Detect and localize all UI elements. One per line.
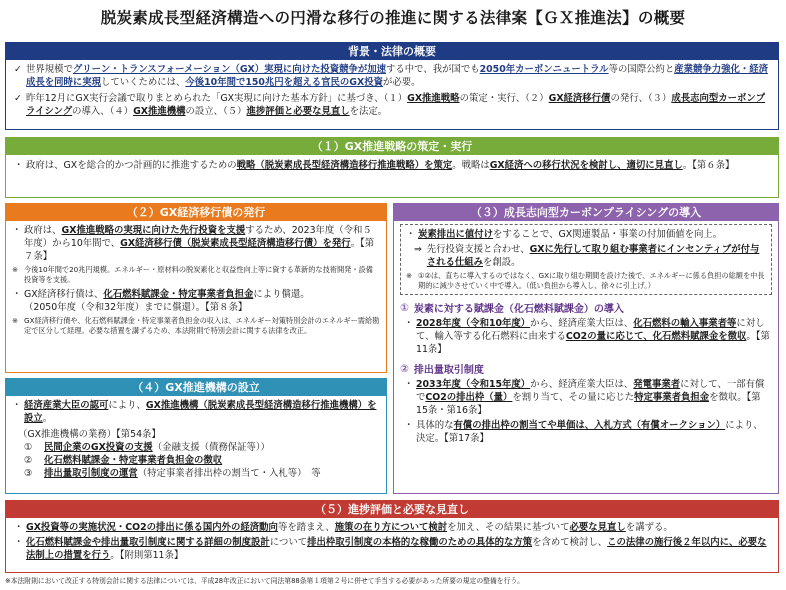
text: の設立、（５） bbox=[185, 106, 247, 117]
section-4-panel bbox=[5, 378, 387, 494]
text: を創設。 bbox=[483, 257, 521, 268]
bullet-icon: ・ bbox=[404, 420, 414, 431]
text: 政府は、GXを総合的かつ計画的に推進するための bbox=[26, 160, 237, 171]
section-4-bullet-1 bbox=[12, 399, 380, 425]
text: 。【第６条】 bbox=[682, 160, 735, 171]
bullet-icon: ・ bbox=[12, 400, 22, 411]
text: について bbox=[269, 537, 308, 548]
section-4-heading: （４）GX推進機構の設立 bbox=[6, 379, 386, 396]
section-5-panel bbox=[5, 500, 779, 573]
text: する中で、我が国でも bbox=[386, 64, 480, 75]
arrow-icon: ⇒ bbox=[414, 244, 422, 255]
text: 等の国際公約と bbox=[608, 64, 675, 75]
footnote: ※本法附則において改正する特別会計に関する法律については、平成28年改正において同法第88条第１項第２号に併せて手当する必要があった所要の規定の整備を行う。 bbox=[5, 577, 524, 585]
item-number: ① bbox=[24, 442, 33, 453]
text: 昨年12月にGX実行会議で取りまとめられた「GX実現に向けた基本方針」に基づき、（１） bbox=[26, 93, 408, 104]
section-3-sub-1-heading bbox=[400, 300, 772, 315]
sub-heading: 排出量取引制度 bbox=[413, 365, 484, 376]
text: に対して、一部有償で bbox=[416, 379, 765, 403]
emph: 有償の排出枠の割当てや単価は、入札方式（有償オークション） bbox=[453, 420, 726, 431]
bullet-icon: ・ bbox=[404, 318, 414, 329]
section-5-heading: （５）進捗評価と必要な見直し bbox=[6, 501, 778, 518]
text: 具体的な bbox=[416, 420, 454, 431]
text: （2050年度（令和32年度）までに償還）。【第８条】 bbox=[24, 302, 248, 313]
emph: 成長志向型カーボンプライシング bbox=[26, 93, 766, 117]
section-4-item-1 bbox=[12, 441, 380, 454]
section-3-box-line-2 bbox=[406, 243, 766, 269]
emph: CO2の量に応じて、化石燃料賦課金を徴収 bbox=[565, 331, 747, 342]
emph: 施策の在り方について検討 bbox=[334, 522, 448, 533]
emph: 排出量取引制度の運営 bbox=[44, 468, 138, 479]
item-number: ② bbox=[24, 455, 33, 466]
section-2-note-1 bbox=[12, 265, 380, 285]
section-2-panel bbox=[5, 203, 387, 373]
section-2-bullet-1 bbox=[12, 224, 380, 263]
text: 。 bbox=[42, 413, 53, 424]
text: （特定事業者排出枠の割当て・入札等） 等 bbox=[137, 468, 321, 479]
check-icon: ✓ bbox=[14, 64, 22, 75]
text: を割り当て、その量に応じた bbox=[512, 392, 635, 403]
section-2-heading: （２）GX経済移行債の発行 bbox=[6, 204, 386, 221]
text: が必要。 bbox=[382, 77, 421, 88]
text: 政府は、 bbox=[24, 225, 62, 236]
text: 。戦略は bbox=[452, 160, 490, 171]
bullet-icon: ・ bbox=[12, 289, 22, 300]
sub-heading: 炭素に対する賦課金（化石燃料賦課金）の導入 bbox=[413, 304, 624, 315]
note-mark: ※ bbox=[12, 316, 19, 325]
emph: 化石燃料の輸入事業者等 bbox=[633, 318, 737, 329]
section-4-item-3 bbox=[12, 467, 380, 480]
emph: 進捗評価と必要な見直し bbox=[246, 106, 350, 117]
section-5-bullet-1 bbox=[14, 521, 770, 534]
section-4-list-heading: （GX推進機構の業務）【第54条】 bbox=[18, 429, 161, 440]
text: GX経済移行債は、 bbox=[24, 289, 104, 300]
bullet-icon: ・ bbox=[14, 522, 24, 533]
emph: GX経済移行債（脱炭素成長型経済構造移行債）を発行 bbox=[120, 238, 351, 249]
text: ①②は、直ちに導入するのではなく、GXに取り組む期間を設けた後で、エネルギーに係る負担の総額を中長期的に減少させていく中で導入。（低い負担から導入し、徐々に引上げ。） bbox=[418, 271, 765, 290]
emph: GX投資等の実施状況・CO2の排出に係る国内外の経済動向 bbox=[26, 522, 278, 533]
text: 。【附則第11条】 bbox=[110, 550, 184, 561]
background-item-2 bbox=[14, 92, 770, 118]
emph: 2050年カーボンニュートラル bbox=[479, 64, 609, 75]
section-3-box-note bbox=[406, 271, 766, 291]
emph: 2033年度（令和15年度） bbox=[416, 379, 531, 390]
emph: 排出枠取引制度の本格的な稼働のための具体的な方策 bbox=[307, 537, 533, 548]
emph: 産業競争力強化・経済成長を同時に実現 bbox=[26, 64, 768, 88]
emph: GX推進戦略 bbox=[407, 93, 460, 104]
text: の策定・実行、（２） bbox=[459, 93, 549, 104]
text: を徴収。【第15条・第16条】 bbox=[416, 392, 761, 416]
emph: 化石燃料賦課金や排出量取引制度に関する詳細の制度設計 bbox=[26, 537, 270, 548]
text: を講ずる。 bbox=[625, 522, 673, 533]
section-2-bullet-2 bbox=[12, 288, 380, 314]
emph: グリーン・トランスフォーメーション（GX）実現に向けた投資競争が加速 bbox=[72, 64, 387, 75]
emph: GX経済移行債 bbox=[548, 93, 611, 104]
text: 先行投資支援と合わせ、 bbox=[426, 244, 530, 255]
text: していくためには、 bbox=[101, 77, 186, 88]
section-1-panel bbox=[5, 137, 779, 198]
text: から、経済産業大臣は、 bbox=[530, 379, 634, 390]
text: を加え、その結果に基づいて bbox=[447, 522, 570, 533]
section-3-box-line-1 bbox=[406, 228, 766, 241]
note-mark: ※ bbox=[406, 271, 413, 280]
text: するため、2023年度（令和５年度）から10年間で、 bbox=[24, 225, 372, 249]
section-2-note-2 bbox=[12, 316, 380, 336]
text: により、 bbox=[108, 400, 146, 411]
bullet-icon: ・ bbox=[404, 379, 414, 390]
section-4-item-2 bbox=[12, 454, 380, 467]
emph: 特定事業者負担金 bbox=[634, 392, 710, 403]
emph: 化石燃料賦課金・特定事業者負担金の徴収 bbox=[44, 455, 223, 466]
text: 世界規模で bbox=[26, 64, 73, 75]
emph: 経済産業大臣の認可 bbox=[24, 400, 109, 411]
emph: GX推進戦略の実現に向けた先行投資を支援 bbox=[61, 225, 246, 236]
section-3-sub-2-text-2 bbox=[400, 419, 772, 445]
bullet-icon: ・ bbox=[406, 229, 416, 240]
emph: 民間企業のGX投資の支援 bbox=[44, 442, 153, 453]
note-mark: ※ bbox=[12, 265, 19, 274]
text: の発行、（３） bbox=[610, 93, 672, 104]
text: 今後10年間で20兆円規模。エネルギー・原材料の脱炭素化と収益性向上等に資する革新的な技術開発・設備投資等を支援。 bbox=[24, 265, 373, 284]
item-number: ③ bbox=[24, 468, 33, 479]
text: により、決定。【第17条】 bbox=[416, 420, 763, 444]
emph: 戦略（脱炭素成長型経済構造移行推進戦略）を策定 bbox=[236, 160, 453, 171]
emph: GX経済への移行状況を検討し、適切に見直し bbox=[489, 160, 683, 171]
text: の導入、（４） bbox=[72, 106, 134, 117]
text: をすることで、GX関連製品・事業の付加価値を向上。 bbox=[493, 229, 723, 240]
emph: 発電事業者 bbox=[633, 379, 681, 390]
emph: CO2の排出枠（量） bbox=[425, 392, 513, 403]
circled-number: ② bbox=[400, 362, 409, 375]
section-3-sub-1-text bbox=[400, 317, 772, 356]
text: に対して、輸入等する化石燃料に由来する bbox=[416, 318, 765, 342]
emph: 今後10年間で150兆円を超える官民のGX投資 bbox=[185, 77, 383, 88]
section-3-sub-2-heading bbox=[400, 361, 772, 376]
emph: 化石燃料賦課金・特定事業者負担金 bbox=[103, 289, 254, 300]
emph: 2028年度（令和10年度） bbox=[416, 318, 531, 329]
emph: GX推進機構（脱炭素成長型経済構造移行推進機構）を設立 bbox=[24, 400, 377, 424]
emph: この法律の施行後２年以内に、必要な法制上の措置を行う bbox=[26, 537, 767, 561]
page-title: 脱炭素成長型経済構造への円滑な移行の推進に関する法律案【ＧＸ推進法】の概要 bbox=[100, 9, 686, 27]
bullet-icon: ・ bbox=[12, 225, 22, 236]
text: 。【第７条】 bbox=[24, 238, 375, 262]
background-panel bbox=[5, 42, 779, 130]
emph: 必要な見直し bbox=[569, 522, 626, 533]
text: （金融支援（債務保証等）） bbox=[152, 442, 270, 453]
section-1-text bbox=[6, 155, 778, 172]
emph: GX推進機構 bbox=[133, 106, 186, 117]
text: から、経済産業大臣は、 bbox=[530, 318, 634, 329]
bullet-icon: ・ bbox=[14, 537, 24, 548]
text: により償還。 bbox=[253, 289, 310, 300]
section-1-heading: （１）GX推進戦略の策定・実行 bbox=[6, 138, 778, 155]
emph: GXに先行して取り組む事業者にインセンティブが付与される仕組み bbox=[426, 244, 760, 268]
text: 等を踏まえ、 bbox=[277, 522, 335, 533]
text: 。【第11条】 bbox=[416, 331, 770, 355]
text: を含めて検討し、 bbox=[532, 537, 608, 548]
emph: 炭素排出に値付け bbox=[418, 229, 494, 240]
text: を法定。 bbox=[349, 106, 388, 117]
check-icon: ✓ bbox=[14, 93, 22, 104]
background-item-1 bbox=[14, 63, 770, 89]
section-5-bullet-2 bbox=[14, 536, 770, 562]
background-heading: 背景・法律の概要 bbox=[6, 43, 778, 60]
bullet-icon: ・ bbox=[14, 160, 24, 171]
text: GX経済移行債や、化石燃料賦課金・特定事業者負担金の収入は、エネルギー対策特別会計のエネルギー需給勘定で区分して経理。必要な措置を講ずるため、本法附則で特別会計に関する法律を改正。 bbox=[24, 316, 380, 335]
section-3-heading: （３）成長志向型カーボンプライシングの導入 bbox=[394, 204, 778, 221]
circled-number: ① bbox=[400, 301, 409, 314]
section-3-sub-2-text bbox=[400, 378, 772, 417]
section-3-dashed-box bbox=[400, 224, 772, 295]
section-3-panel bbox=[393, 203, 779, 494]
